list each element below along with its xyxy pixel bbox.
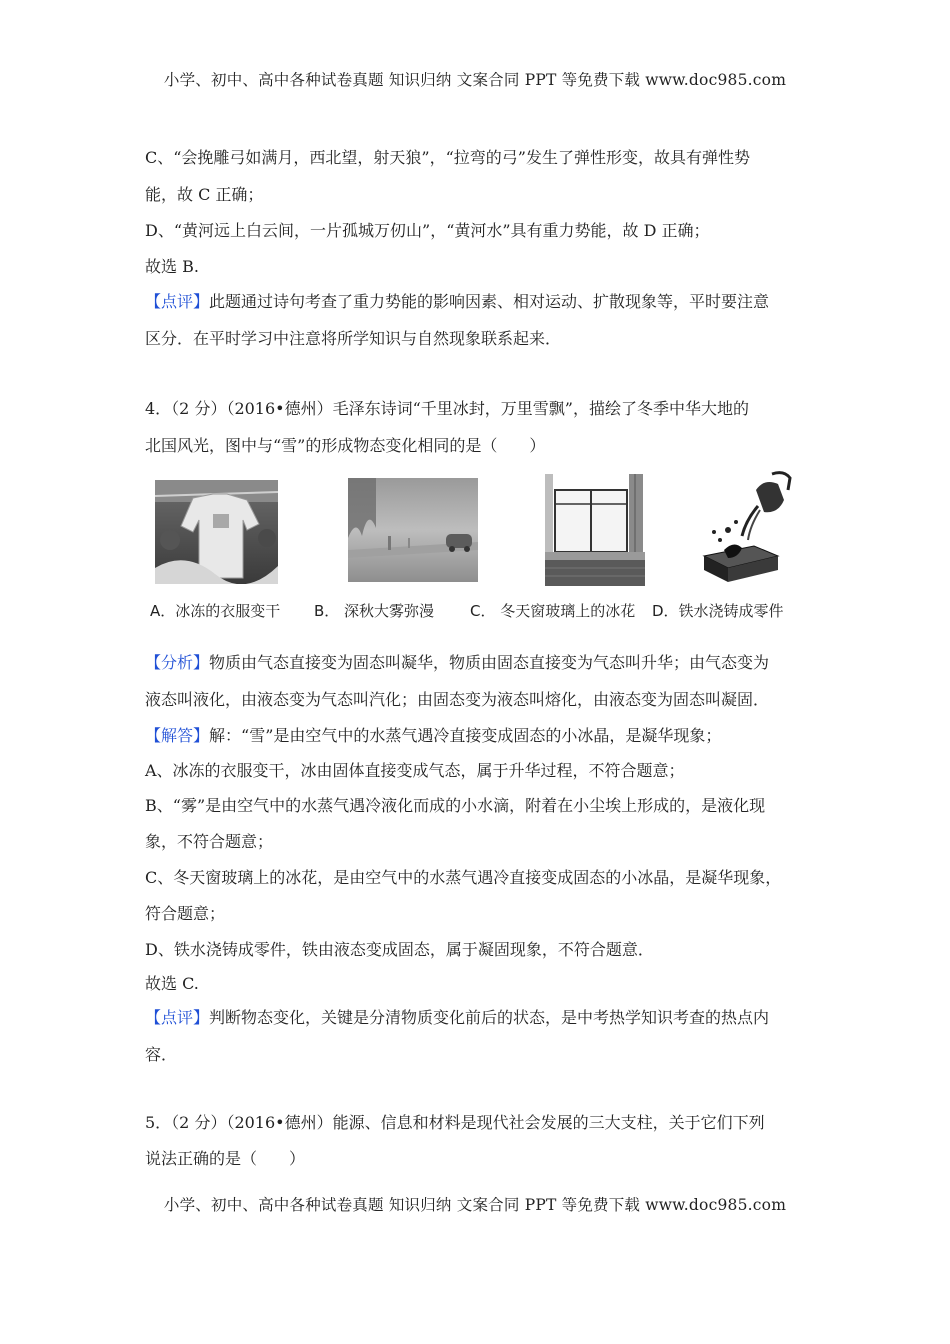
q4-comment-line2: 容． [145,1045,178,1064]
q3-option-c-line2: 能，故 C 正确； [145,185,264,204]
comment-text: 此题通过诗句考查了重力势能的影响因素、相对运动、扩散现象等，平时要注意 [209,292,770,311]
comment-text: 判断物态变化，关键是分清物质变化前后的状态，是中考热学知识考查的热点内 [209,1008,770,1027]
solution-text: 解：“雪”是由空气中的水蒸气遇冷直接变成固态的小冰晶，是凝华现象； [209,726,722,745]
q5-stem-line1: 5．（2 分）（2016•德州）能源、信息和材料是现代社会发展的三大支柱，关于它们下列 [145,1113,765,1132]
q3-option-c-line1: C、“会挽雕弓如满月，西北望，射天狼”，“拉弯的弓”发生了弹性形变，故具有弹性势 [145,148,750,167]
q4-comment [145,1005,769,1028]
q4-solution-b-line1: B、“雾”是由空气中的水蒸气遇冷液化而成的小水滴，附着在小尘埃上形成的，是液化现 [145,796,766,815]
q4-analysis-line2: 液态叫液化，由液态变为气态叫汽化；由固态变为液态叫熔化，由液态变为固态叫凝固． [145,690,770,709]
q3-answer: 故选 B. [145,257,199,276]
q4-solution-b-line2: 象，不符合题意； [145,832,274,851]
page-header: 小学、初中、高中各种试卷真题 知识归纳 文案合同 PPT 等免费下载 www.doc985.com [163,71,787,89]
q4-solution [145,723,721,746]
window-frost-image [545,474,645,586]
q4-answer: 故选 C. [145,974,199,993]
q5-stem-line2: 说法正确的是（ ） [145,1149,306,1168]
fog-image [348,478,478,582]
option-b-caption: B． 深秋大雾弥漫 [314,602,435,620]
option-a-caption: A．冰冻的衣服变干 [150,602,281,620]
analysis-text: 物质由气态直接变为固态叫凝华，物质由固态直接变为气态叫升华；由气态变为 [209,653,770,672]
solution-tag: 【解答】 [145,726,210,745]
q4-solution-a: A、冰冻的衣服变干，冰由固体直接变成气态，属于升华过程，不符合题意； [145,761,685,780]
option-d-caption: D．铁水浇铸成零件 [652,602,784,620]
q3-comment [145,289,769,312]
q4-analysis [145,650,769,673]
q4-solution-c-line2: 符合题意； [145,904,226,923]
q4-solution-d: D、铁水浇铸成零件，铁由液态变成固态，属于凝固现象，不符合题意． [145,940,654,959]
page-footer: 小学、初中、高中各种试卷真题 知识归纳 文案合同 PPT 等免费下载 www.doc985.com [163,1196,787,1214]
analysis-tag: 【分析】 [145,653,210,672]
molten-iron-casting-image [698,470,798,582]
comment-tag: 【点评】 [145,292,210,311]
comment-tag: 【点评】 [145,1008,210,1027]
q4-solution-c-line1: C、冬天窗玻璃上的冰花，是由空气中的水蒸气遇冷直接变成固态的小冰晶，是凝华现象， [145,868,782,887]
q3-option-d: D、“黄河远上白云间，一片孤城万仞山”，“黄河水”具有重力势能，故 D 正确； [145,221,710,240]
q4-stem-line2: 北国风光，图中与“雪”的形成物态变化相同的是（ ） [145,436,546,455]
q4-stem-line1: 4．（2 分）（2016•德州）毛泽东诗词“千里冰封，万里雪飘”，描绘了冬季中华大地的 [145,399,749,418]
frozen-clothes-image [155,480,278,584]
q3-comment-line2: 区分．在平时学习中注意将所学知识与自然现象联系起来． [145,329,562,348]
option-c-caption: C． 冬天窗玻璃上的冰花 [470,602,636,620]
